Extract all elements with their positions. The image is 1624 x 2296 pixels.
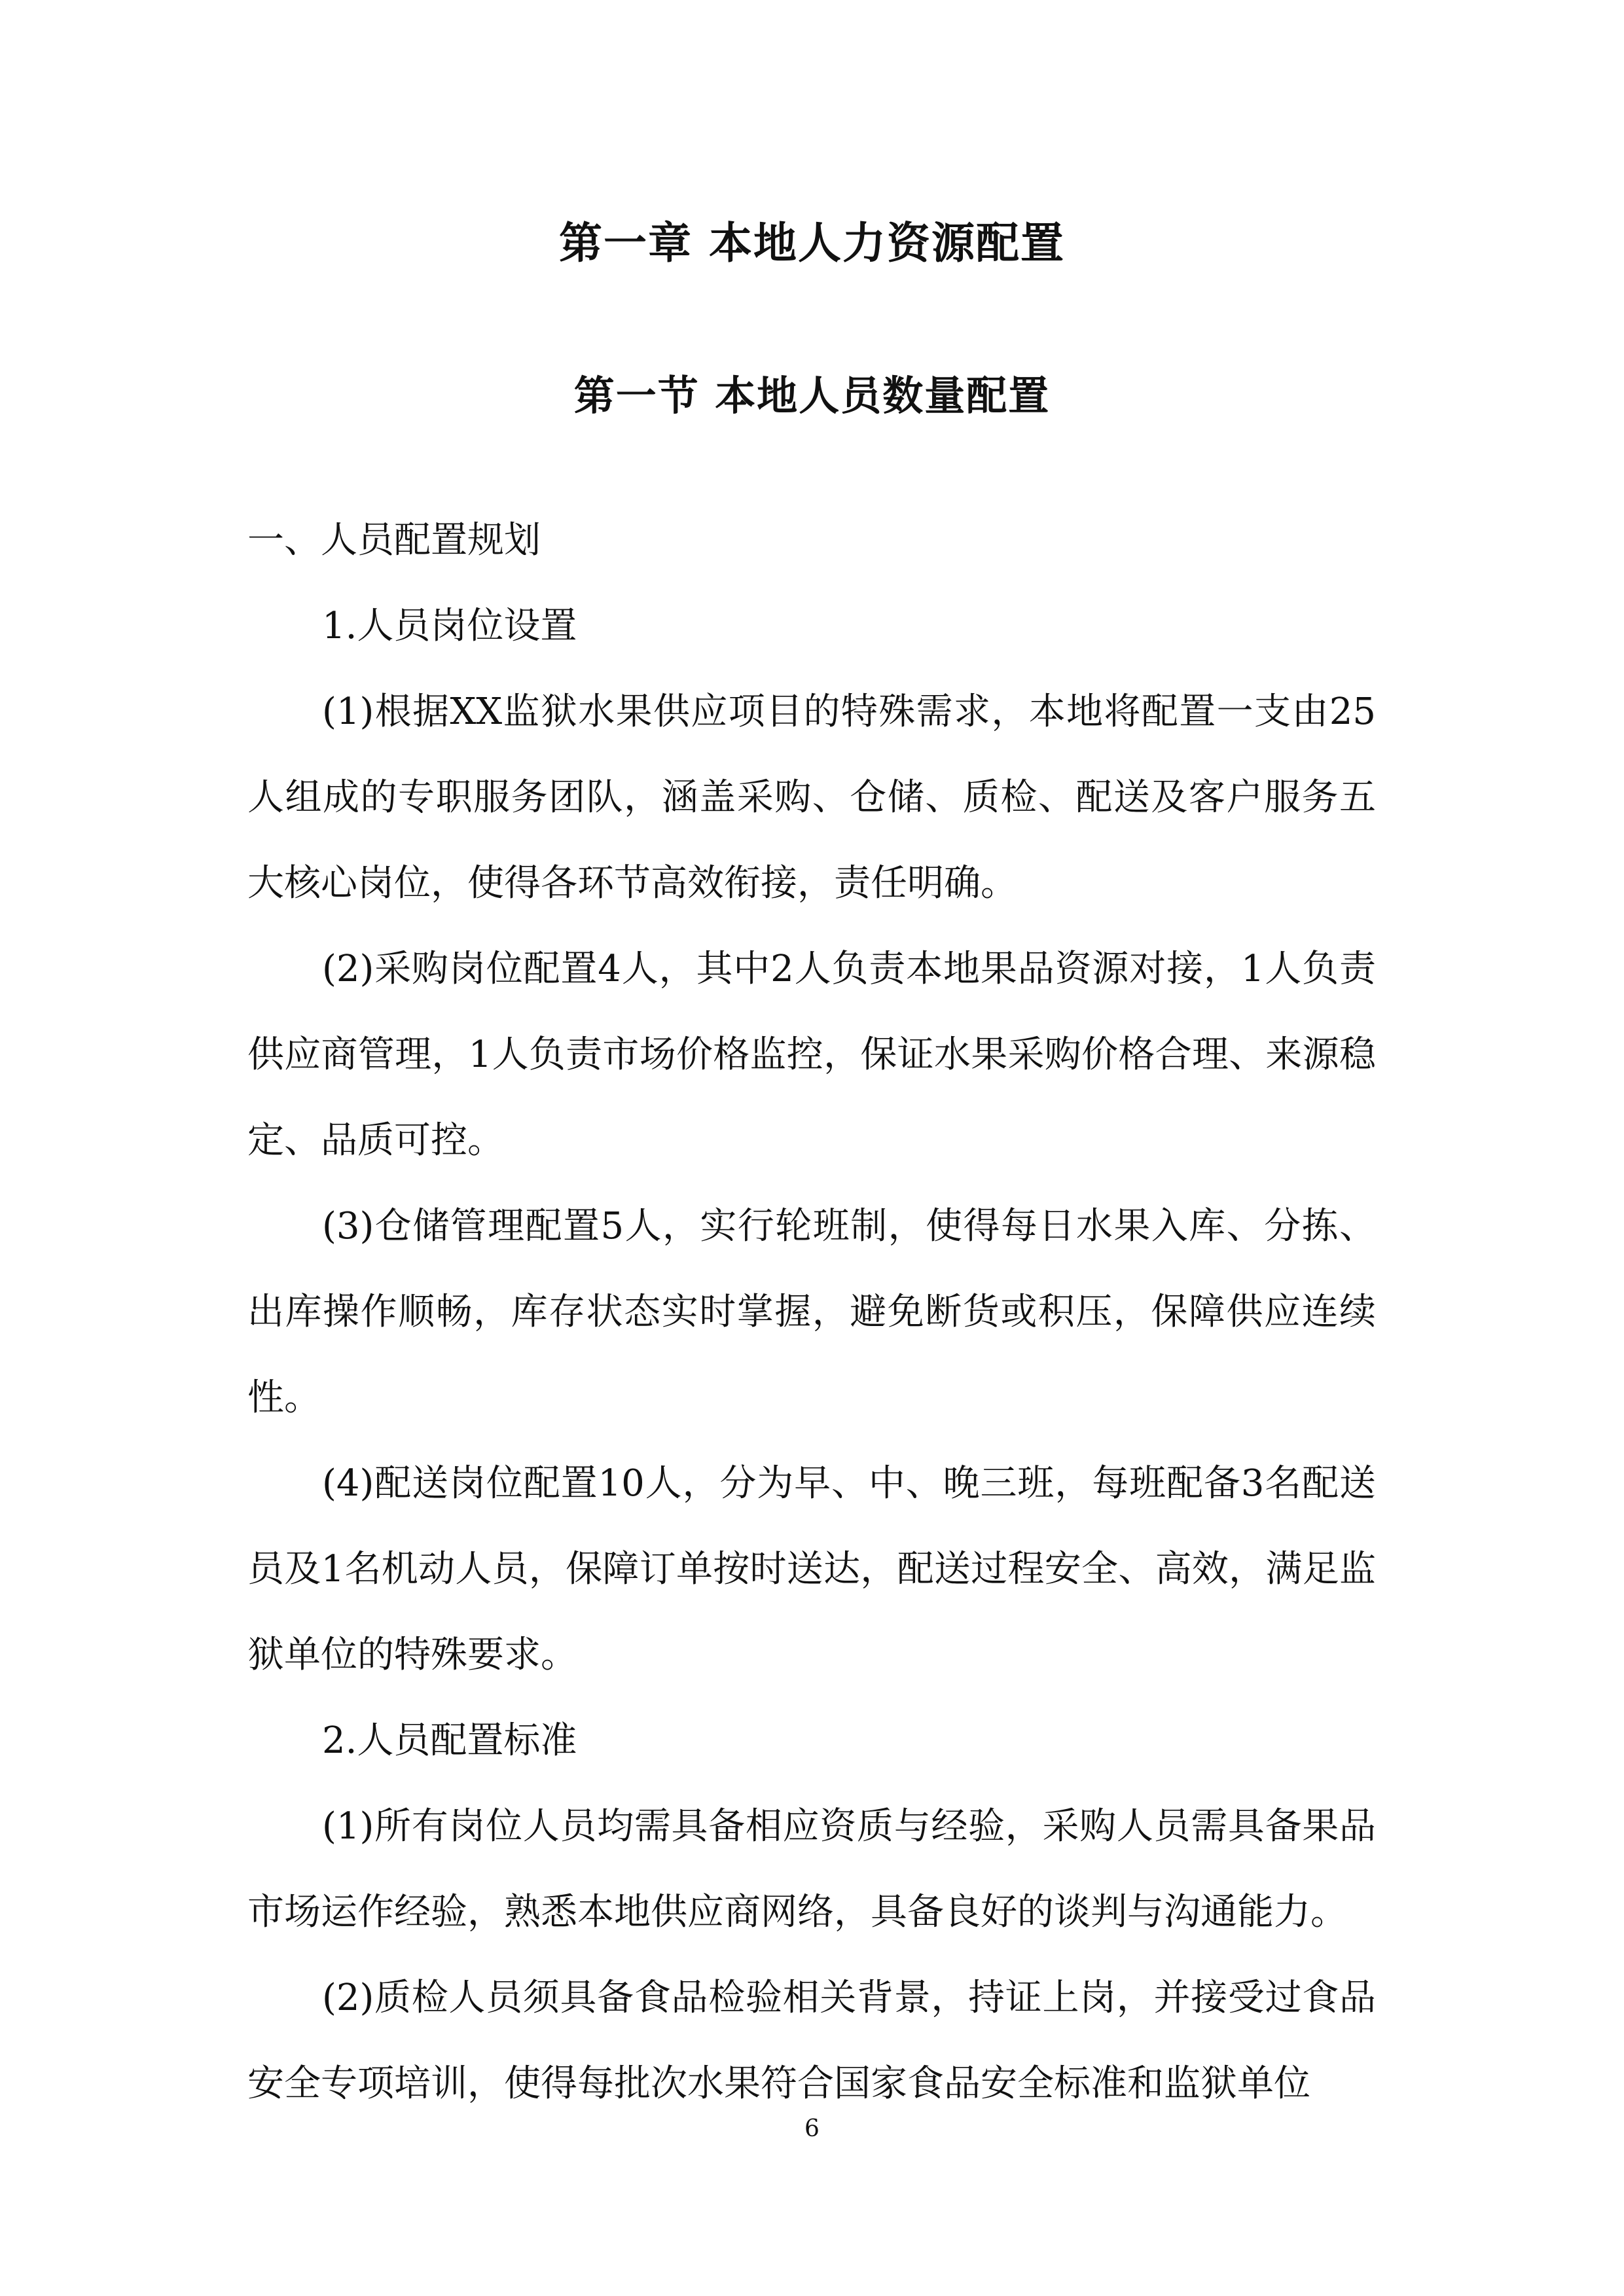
document-body xyxy=(247,497,1376,2126)
chapter-title: 第一章 本地人力资源配置 xyxy=(559,217,1065,268)
heading-staffing-plan: 一、人员配置规划 xyxy=(247,519,541,562)
subheading-position-setup: 1.人员岗位设置 xyxy=(322,605,577,647)
paragraph: (3)仓储管理配置5人，实行轮班制，使得每日水果入库、分拣、出库操作顺畅，库存状态实时掌握，避免断货或积压，保障供应连续性。 xyxy=(247,1205,1376,1419)
paragraph: (1)根据XX监狱水果供应项目的特殊需求，本地将配置一支由25人组成的专职服务团队，涵盖采购、仓储、质检、配送及客户服务五大核心岗位，使得各环节高效衔接，责任明确。 xyxy=(247,691,1376,905)
page-number: 6 xyxy=(804,2115,820,2142)
paragraph: (2)质检人员须具备食品检验相关背景，持证上岗，并接受过食品安全专项培训，使得每批次水果符合国家食品安全标准和监狱单位 xyxy=(247,1977,1376,2105)
paragraph: (1)所有岗位人员均需具备相应资质与经验，采购人员需具备果品市场运作经验，熟悉本地供应商网络，具备良好的谈判与沟通能力。 xyxy=(247,1805,1376,1933)
subheading-staffing-standard: 2.人员配置标准 xyxy=(322,1719,577,1762)
section-title: 第一节 本地人员数量配置 xyxy=(573,372,1051,420)
paragraph: (4)配送岗位配置10人，分为早、中、晚三班，每班配备3名配送员及1名机动人员，保障订单按时送达，配送过程安全、高效，满足监狱单位的特殊要求。 xyxy=(247,1462,1376,1676)
paragraph: (2)采购岗位配置4人，其中2人负责本地果品资源对接，1人负责供应商管理，1人负责市场价格监控，保证水果采购价格合理、来源稳定、品质可控。 xyxy=(247,948,1376,1162)
